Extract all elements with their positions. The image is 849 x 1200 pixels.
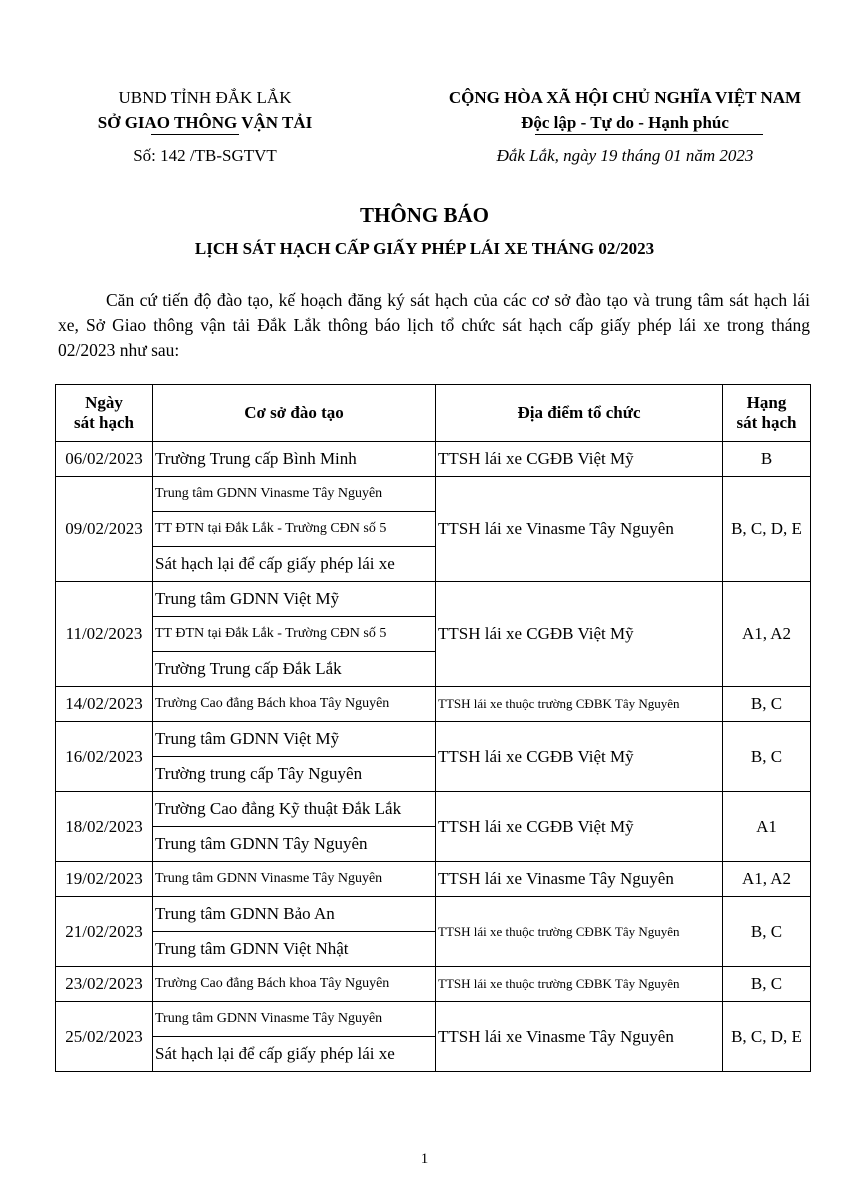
exam-place: TTSH lái xe Vinasme Tây Nguyên bbox=[436, 1002, 723, 1072]
table-row bbox=[56, 967, 811, 1002]
exam-date: 23/02/2023 bbox=[56, 967, 153, 1002]
training-school: Trung tâm GDNN Vinasme Tây Nguyên bbox=[153, 862, 436, 897]
date-line: Đắk Lắk, ngày 19 tháng 01 năm 2023 bbox=[496, 146, 754, 165]
license-class: A1, A2 bbox=[723, 862, 811, 897]
license-class: B, C, D, E bbox=[723, 1002, 811, 1072]
exam-date: 19/02/2023 bbox=[56, 862, 153, 897]
table-row bbox=[56, 862, 811, 897]
table-row bbox=[56, 1002, 811, 1037]
exam-place: TTSH lái xe CGĐB Việt Mỹ bbox=[436, 582, 723, 687]
org-line-1: UBND TỈNH ĐẮK LẮK bbox=[118, 88, 292, 107]
training-school: Trường Cao đẳng Kỹ thuật Đắk Lắk bbox=[153, 792, 436, 827]
header-school: Cơ sở đào tạo bbox=[153, 385, 436, 442]
exam-date: 16/02/2023 bbox=[56, 722, 153, 792]
training-school: Trung tâm GDNN Bảo An bbox=[153, 897, 436, 932]
license-class: B, C bbox=[723, 897, 811, 967]
exam-date: 14/02/2023 bbox=[56, 687, 153, 722]
exam-date: 21/02/2023 bbox=[56, 897, 153, 967]
license-class: B, C, D, E bbox=[723, 477, 811, 582]
training-school: Trung tâm GDNN Vinasme Tây Nguyên bbox=[153, 477, 436, 512]
header-date: Ngày sát hạch bbox=[56, 385, 153, 442]
table-row bbox=[56, 722, 811, 757]
training-school: Trường Trung cấp Bình Minh bbox=[153, 442, 436, 477]
table-row bbox=[56, 477, 811, 512]
table-header-row bbox=[56, 385, 811, 442]
training-school: Trường Cao đẳng Bách khoa Tây Nguyên bbox=[153, 687, 436, 722]
exam-place: TTSH lái xe CGĐB Việt Mỹ bbox=[436, 792, 723, 862]
exam-place: TTSH lái xe thuộc trường CĐBK Tây Nguyên bbox=[436, 967, 723, 1002]
header-place: Địa điểm tổ chức bbox=[436, 385, 723, 442]
exam-place: TTSH lái xe CGĐB Việt Mỹ bbox=[436, 722, 723, 792]
table-row bbox=[56, 792, 811, 827]
training-school: Trung tâm GDNN Tây Nguyên bbox=[153, 827, 436, 862]
exam-place: TTSH lái xe Vinasme Tây Nguyên bbox=[436, 862, 723, 897]
nation-line-1: CỘNG HÒA XÃ HỘI CHỦ NGHĨA VIỆT NAM bbox=[448, 88, 802, 107]
training-school: TT ĐTN tại Đắk Lắk - Trường CĐN số 5 bbox=[153, 512, 436, 547]
exam-place: TTSH lái xe thuộc trường CĐBK Tây Nguyên bbox=[436, 687, 723, 722]
document-title: THÔNG BÁO bbox=[360, 203, 489, 227]
exam-date: 09/02/2023 bbox=[56, 477, 153, 582]
license-class: B, C bbox=[723, 722, 811, 792]
table-row bbox=[56, 582, 811, 617]
exam-date: 25/02/2023 bbox=[56, 1002, 153, 1072]
table-row bbox=[56, 897, 811, 932]
exam-date: 11/02/2023 bbox=[56, 582, 153, 687]
exam-place: TTSH lái xe Vinasme Tây Nguyên bbox=[436, 477, 723, 582]
document-subtitle: LỊCH SÁT HẠCH CẤP GIẤY PHÉP LÁI XE THÁNG 02/2023 bbox=[194, 239, 655, 258]
table-row bbox=[56, 687, 811, 722]
license-class: A1, A2 bbox=[723, 582, 811, 687]
training-school: Trung tâm GDNN Việt Mỹ bbox=[153, 582, 436, 617]
license-class: B, C bbox=[723, 967, 811, 1002]
exam-place: TTSH lái xe CGĐB Việt Mỹ bbox=[436, 442, 723, 477]
org-underline bbox=[151, 134, 239, 135]
header-rank: Hạng sát hạch bbox=[723, 385, 811, 442]
training-school: Trung tâm GDNN Việt Nhật bbox=[153, 932, 436, 967]
org-line-2: SỞ GIAO THÔNG VẬN TẢI bbox=[97, 113, 313, 132]
license-class: B, C bbox=[723, 687, 811, 722]
training-school: Trung tâm GDNN Vinasme Tây Nguyên bbox=[153, 1002, 436, 1037]
license-class: A1 bbox=[723, 792, 811, 862]
schedule-table bbox=[55, 384, 811, 1072]
training-school: Trường Cao đẳng Bách khoa Tây Nguyên bbox=[153, 967, 436, 1002]
license-class: B bbox=[723, 442, 811, 477]
training-school: Trường Trung cấp Đắk Lắk bbox=[153, 652, 436, 687]
nation-line-2: Độc lập - Tự do - Hạnh phúc bbox=[521, 113, 729, 132]
training-school: TT ĐTN tại Đắk Lắk - Trường CĐN số 5 bbox=[153, 617, 436, 652]
doc-number: Số: 142 /TB-SGTVT bbox=[133, 146, 277, 165]
training-school: Trường trung cấp Tây Nguyên bbox=[153, 757, 436, 792]
training-school: Sát hạch lại để cấp giấy phép lái xe bbox=[153, 547, 436, 582]
motto-underline bbox=[535, 134, 763, 135]
page-number: 1 bbox=[420, 1151, 429, 1167]
intro-paragraph: Căn cứ tiến độ đào tạo, kế hoạch đăng ký sát hạch của các cơ sở đào tạo và trung tâm sát hạch lái xe, Sở Giao thông vận tải Đắk Lắk thông báo lịch tổ chức sát hạch cấp giấy phép lái xe trong tháng 02/2023 như sau: bbox=[58, 290, 810, 360]
exam-date: 18/02/2023 bbox=[56, 792, 153, 862]
exam-place: TTSH lái xe thuộc trường CĐBK Tây Nguyên bbox=[436, 897, 723, 967]
training-school: Sát hạch lại để cấp giấy phép lái xe bbox=[153, 1037, 436, 1072]
training-school: Trung tâm GDNN Việt Mỹ bbox=[153, 722, 436, 757]
exam-date: 06/02/2023 bbox=[56, 442, 153, 477]
table-row bbox=[56, 442, 811, 477]
